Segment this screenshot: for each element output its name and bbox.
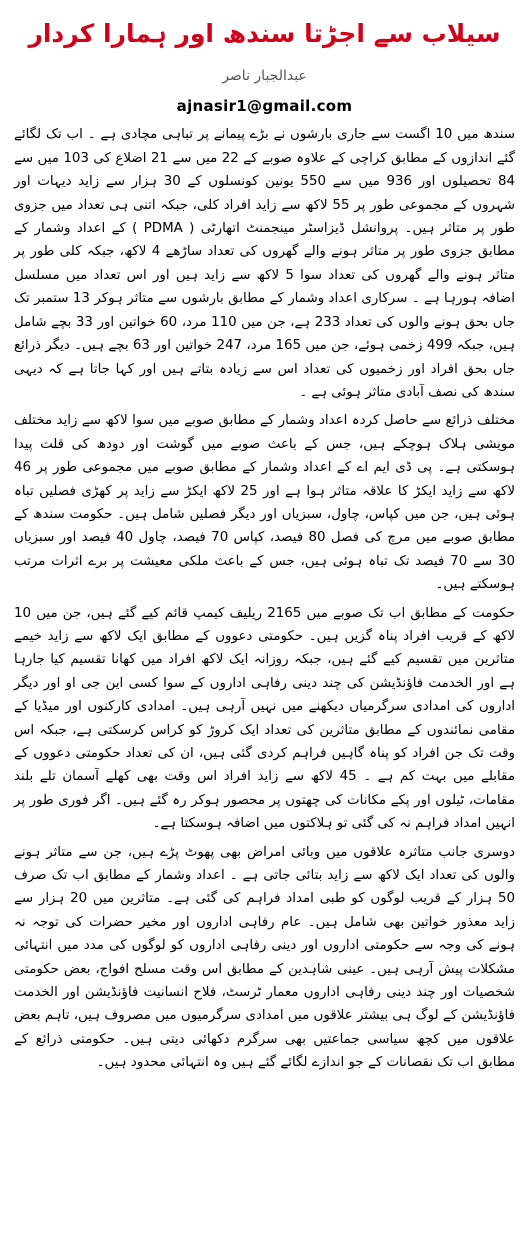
article-author: عبدالجبار ناصر	[222, 68, 307, 85]
paragraph-1: سندھ میں 10 اگست سے جاری بارشوں نے بڑے پیمانے پر تباہی مچادی ہے ۔ اب تک لگائے گئے اندازوں کے مطابق کراچی کے علاوہ صوبے کے 22 میں سے 21 اضلاع کی 103 میں سے 84 تحصیلوں اور 936 میں سے 550 یونین کونسلوں کے 30 ہزار سے زاید دیہات اور شہروں کے مجموعی طور پر 55 لاکھ سے زاید افراد کلی، جبکہ اتنی ہی تعداد میں جزوی طور پر متاثر ہیں۔ پروانشل ڈیزاسٹر مینجمنٹ اتھارٹی ( PDMA ) کے اعداد وشمار کے مطابق جزوی طور پر متاثر ہونے والے گھروں کی تعداد ساڑھے 4 لاکھ، جبکہ کلی طور پر متاثر ہونے والے گھروں کی تعداد سوا 5 لاکھ سے زاید ہیں اور اس تعداد میں مسلسل اضافہ ہورہا ہے ۔ سرکاری اعداد وشمار کے مطابق بارشوں سے متاثر ہوکر 13 ستمبر تک جاں بحق ہونے والوں کی تعداد 233 ہے، جن میں 110 مرد، 60 خواتین اور 33 بچے شامل ہیں، جبکہ 499 زخمی ہوئے، جن میں 165 مرد، 247 خواتین اور 63 بچے ہیں۔ دیگر ذرائع جاں بحق افراد اور زخمیوں کی تعداد اس سے زیادہ بتاتے ہیں اور کہا جاتا ہے کہ دیہی سندھ کی نصف آبادی متاثر ہوئی ہے ۔	[14, 127, 516, 400]
paragraph-3: حکومت کے مطابق اب تک صوبے میں 2165 ریلیف کیمپ قائم کیے گئے ہیں، جن میں 10 لاکھ کے قریب افراد پناہ گزیں ہیں۔ حکومتی دعووں کے مطابق ایک لاکھ سے زاید خیمے متاثرین میں تقسیم کیے گئے ہیں، جبکہ روزانہ ایک لاکھ افراد میں کھانا تقسیم کیا جارہا ہے اور الخدمت فاؤنڈیشن کی چند دینی رفاہی اداروں کے سوا کسی این جی او اور دیگر اداروں کی امدادی سرگرمیاں دیکھنے میں نہیں آرہی ہیں۔ امدادی کارکنوں اور میڈیا کے مقامی نمائندوں کے مطابق متاثرین کی تعداد ایک کروڑ کو کراس کرسکتی ہے، جبکہ اس وقت تک جن افراد کو پناہ گاہیں فراہم کردی گئی ہیں، ان کی تعداد حکومتی دعووں کے مقابلے میں بہت کم ہے ۔ 45 لاکھ سے زاید افراد اس وقت بھی کھلے آسمان تلے بلند مقامات، ٹیلوں اور پکے مکانات کی چھتوں پر محصور ہوکر رہ گئے ہیں۔ اگر فوری طور پر انہیں امداد فراہم نہ کی گئی تو ہلاکتوں میں اضافہ ہوسکتا ہے۔	[14, 605, 516, 832]
article-body	[14, 123, 515, 1074]
author-email[interactable]: ajnasir1@gmail.com	[176, 97, 353, 116]
article-title: سیلاب سے اجڑتا سندھ اور ہمارا کردار	[28, 19, 501, 48]
paragraph-2: مختلف ذرائع سے حاصل کردہ اعداد وشمار کے مطابق صوبے میں سوا لاکھ سے زاید مختلف مویشی ہلاک ہوچکے ہیں، جس کے باعث صوبے میں گوشت اور دودھ کی قلت پیدا ہوسکتی ہے۔ پی ڈی ایم اے کے اعداد وشمار کے مطابق صوبے میں مجموعی طور پر 46 لاکھ سے زاید ایکڑ کا علاقہ متاثر ہوا ہے اور 25 لاکھ ایکڑ سے زاید پر کھڑی فصلیں تباہ ہوئی ہیں، جن میں کپاس، چاول، سبزیاں اور دیگر فصلیں شامل ہیں۔ حکومت سندھ کے مطابق صوبے میں مرچ کی فصل 80 فیصد، کپاس 70 فیصد، چاول 40 فیصد اور سبزیاں 30 سے 70 فیصد تک تباہ ہوئی ہیں، جس کے باعث ملکی معیشت پر برے اثرات مرتب ہوسکتے ہیں۔	[14, 413, 515, 593]
paragraph-4: دوسری جانب متاثرہ علاقوں میں وبائی امراض بھی پھوٹ پڑے ہیں، جن سے متاثر ہونے والوں کی تعداد ایک لاکھ سے زاید بتائی جاتی ہے ۔ اعداد وشمار کے مطابق اب تک صرف 50 ہزار کے قریب لوگوں کو طبی امداد فراہم کی گئی ہے۔ متاثرین میں 20 ہزار سے زاید معذور خواتین بھی شامل ہیں۔ عام رفاہی اداروں اور مخیر حضرات کی توجہ نہ ہونے کی وجہ سے حکومتی اداروں اور دینی رفاہی اداروں کو لوگوں کی مدد میں انتہائی مشکلات پیش آرہی ہیں۔ عینی شاہدین کے مطابق اس وقت مسلح افواج، بعض حکومتی شخصیات اور چند دینی رفاہی اداروں معمار ٹرسٹ، فلاح انسانیت فاؤنڈیشن اور الخدمت فاؤنڈیشن کے لوگ ہی بیشتر علاقوں میں امدادی سرگرمیوں میں مصروف ہیں، تاہم بعض علاقوں میں کچھ سیاسی جماعتیں بھی سرگرم دکھائی دیتی ہیں۔ حکومتی ذرائع کے مطابق اب تک نقصانات کے جو اندازے لگائے گئے ہیں وہ انتہائی محدود ہیں۔	[14, 844, 515, 1071]
